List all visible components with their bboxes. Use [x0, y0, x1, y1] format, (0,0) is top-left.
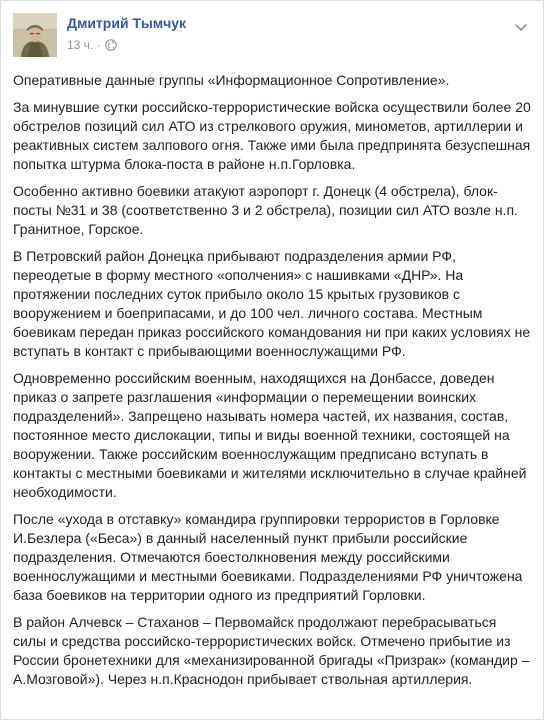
- meta-separator: ·: [97, 38, 102, 52]
- avatar-image: [13, 13, 57, 57]
- post-paragraph: В район Алчевск – Стаханов – Первомайск продолжают перебрасываться силы и средства российско-террористических войск. Отмечено прибытие из России бронетехники для «механизированной бригады «Призрак» (командир – А.Мозговой»). Через н.п.Краснодон прибывает ствольная артиллерия.: [13, 614, 530, 687]
- post-paragraph: Оперативные данные группы «Информационное Сопротивление».: [13, 72, 450, 88]
- post-paragraph: После «ухода в отставку» командира группировки террористов в Горловке И.Безлера («Беса») в данный населенный пункт прибыли российские подразделения. Отмечаются боестолкновения между российскими военнослужащими и местными боевиками. Подразделениями РФ уничтожена база боевиков на территории одного из предприятий Горловки.: [13, 511, 523, 603]
- author-name[interactable]: Дмитрий Тымчук: [67, 15, 187, 31]
- globe-icon[interactable]: [105, 39, 117, 51]
- post-content: [13, 71, 531, 697]
- post-paragraph: В Петровский район Донецка прибывают подразделения армии РФ, переодетые в форму местного «ополчения» с нашивками «ДНР». На протяжении последних суток прибыло около 15 крытых грузовиков с вооружением и боеприпасами, и до 100 чел. личного состава. Местным боевикам передан приказ российского командования ни при каких условиях не вступать в контакт с прибывающими военнослужащими РФ.: [13, 248, 531, 359]
- chevron-down-icon[interactable]: [511, 17, 531, 37]
- avatar[interactable]: [13, 13, 57, 57]
- post-paragraph: Одновременно российским военным, находящихся на Донбассе, доведен приказ о запрете разглашения «информации о перемещении воинских подразделений». Запрещено называть номера частей, их названия, состав, постоянное место дислокации, типы и виды военной техники, состоящей на вооружении. Также российским военнослужащим предписано вступать в контакты с местными боевиками и жителями исключительно в случае крайней необходимости.: [13, 370, 527, 500]
- post-timestamp[interactable]: 13 ч.: [67, 38, 94, 52]
- post-header: [13, 13, 531, 57]
- post-meta: [67, 37, 117, 53]
- post-paragraph: За минувшие сутки российско-террористические войска осуществили более 20 обстрелов позиций сил АТО из стрелкового оружия, минометов, артиллерии и реактивных систем залпового огня. Также ими была предпринята безуспешная попытка штурма блока-поста в районе н.п.Горловка.: [13, 99, 531, 172]
- post-paragraph: Особенно активно боевики атакуют аэропорт г. Донецк (4 обстрела), блок-посты №31 и 38 (соответственно 3 и 2 обстрела), позиции сил АТО возле н.п. Гранитное, Горское.: [13, 183, 518, 237]
